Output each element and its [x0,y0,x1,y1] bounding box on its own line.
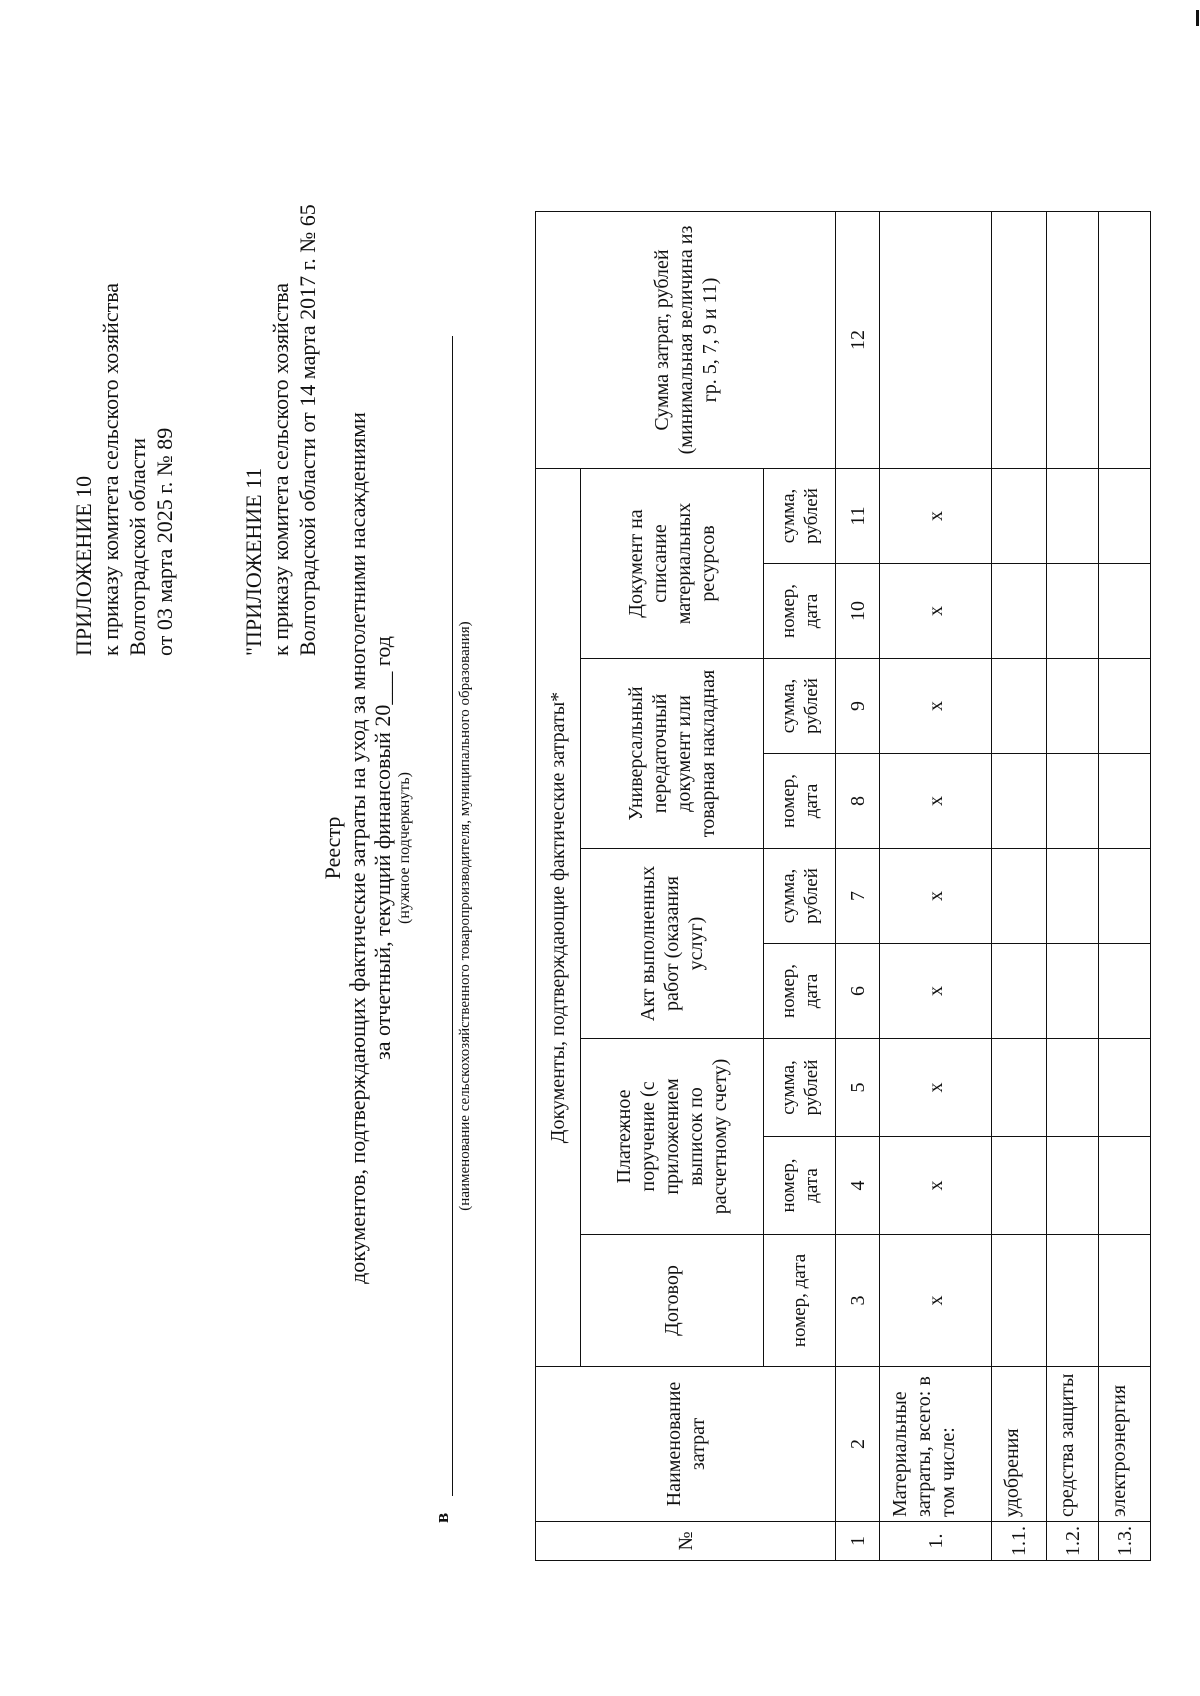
column-number: 10 [836,564,880,659]
header-name: Наименование затрат [536,1367,836,1522]
cell-mark: x [880,944,992,1039]
cell-empty [1099,564,1151,659]
table-row [880,212,992,1561]
cell-empty [1047,469,1099,564]
appendix-10-title: ПРИЛОЖЕНИЕ 10 [71,475,96,656]
cell-mark: x [880,754,992,849]
cell-empty [1099,659,1151,754]
cell-empty [1099,212,1151,469]
table-row [1047,212,1099,1561]
cell-mark: x [880,1039,992,1137]
cell-empty [992,212,1047,469]
cell-empty [992,469,1047,564]
header-contract: Договор [581,1235,764,1367]
column-number: 1 [836,1522,880,1561]
appendix-11-line: Волгоградской области от 14 марта 2017 г. № 65 [295,204,320,656]
cell-empty [1099,1137,1151,1235]
cell-mark: x [880,1235,992,1367]
appendix-11-header [240,204,321,656]
page-edge-mark [1196,10,1199,26]
column-number: 4 [836,1137,880,1235]
column-number: 9 [836,659,880,754]
register-note: (нужное подчеркнуть) [396,772,413,924]
costs-register-table [535,211,1151,1561]
cell-empty [1047,1137,1099,1235]
subheader-number-date: номер, дата [764,944,836,1039]
cell-empty [992,1235,1047,1367]
cell-empty [1047,212,1099,469]
cell-mark: x [880,564,992,659]
appendix-10-line: к приказу комитета сельского хозяйства [98,282,123,656]
subheader-number-date: номер, дата [764,754,836,849]
row-name: удобрения [992,1367,1047,1522]
cell-empty [1099,1235,1151,1367]
cell-empty [992,1137,1047,1235]
column-number: 8 [836,754,880,849]
organization-fill-line [452,336,453,1496]
header-writeoff: Документ на списание материальных ресурсов [581,469,764,659]
header-act: Акт выполненных работ (оказания услуг) [581,849,764,1039]
appendix-10-line: от 03 марта 2025 г. № 89 [152,427,177,656]
register-title-block [320,0,415,1696]
header-payment-order: Платежное поручение (с приложением выписок по расчетному счету) [581,1039,764,1235]
cell-empty [1047,1039,1099,1137]
column-number: 11 [836,469,880,564]
column-number: 3 [836,1235,880,1367]
cell-empty [1099,1039,1151,1137]
row-number: 1.1. [992,1522,1047,1561]
appendix-10-header [70,283,178,656]
subheader-sum: сумма, рублей [764,659,836,754]
cell-empty [992,1039,1047,1137]
row-name: электроэнергия [1099,1367,1151,1522]
cell-empty [1047,659,1099,754]
subheader-number-date: номер, дата [764,1137,836,1235]
cell-empty [1047,944,1099,1039]
register-title: Реестр [320,816,345,880]
cell-empty [1099,944,1151,1039]
cell-mark: x [880,1137,992,1235]
cell-empty [1047,754,1099,849]
subheader-sum: сумма, рублей [764,1039,836,1137]
cell-empty [1047,564,1099,659]
cell-empty [1099,469,1151,564]
row-number: 1.3. [1099,1522,1151,1561]
register-period: за отчетный, текущий финансовый 20___ год [370,636,395,1060]
header-total: Сумма затрат, рублей (минимальная величина из гр. 5, 7, 9 и 11) [536,212,836,469]
cell-empty [992,944,1047,1039]
appendix-11-title: "ПРИЛОЖЕНИЕ 11 [241,467,266,656]
row-name: Материальные затраты, всего: в том числе: [880,1367,992,1522]
subheader-number-date: номер, дата [764,564,836,659]
appendix-11-line: к приказу комитета сельского хозяйства [268,282,293,656]
cell-empty [1047,849,1099,944]
appendix-10-line: Волгоградской области [125,438,150,656]
column-number: 7 [836,849,880,944]
header-no: № [536,1522,836,1561]
cell-empty [992,564,1047,659]
header-documents-group: Документы, подтверждающие фактические затраты* [536,469,581,1367]
header-upd: Универсальный передаточный документ или товарная накладная [581,659,764,849]
row-number: 1. [880,1522,992,1561]
subheader-sum: сумма, рублей [764,469,836,564]
cell-empty [1099,754,1151,849]
organization-caption: (наименование сельскохозяйственного товаропроизводителя, муниципального образования) [457,621,473,1211]
cell-empty [1047,1235,1099,1367]
column-number: 2 [836,1367,880,1522]
register-subtitle: документов, подтверждающих фактические затраты на уход за многолетними насаждениями [345,412,370,1284]
cell-empty [992,849,1047,944]
cell-empty [1099,849,1151,944]
row-name: средства защиты [1047,1367,1099,1522]
column-number: 5 [836,1039,880,1137]
cell-total [880,212,992,469]
table-row [992,212,1047,1561]
cell-empty [992,659,1047,754]
cell-mark: x [880,659,992,754]
column-number: 6 [836,944,880,1039]
subheader-number-date: номер, дата [764,1235,836,1367]
column-number: 12 [836,212,880,469]
cell-mark: x [880,849,992,944]
row-number: 1.2. [1047,1522,1099,1561]
table-row [1099,212,1151,1561]
subheader-sum: сумма, рублей [764,849,836,944]
organization-prefix: в [432,1512,453,1523]
cell-empty [992,754,1047,849]
cell-mark: x [880,469,992,564]
